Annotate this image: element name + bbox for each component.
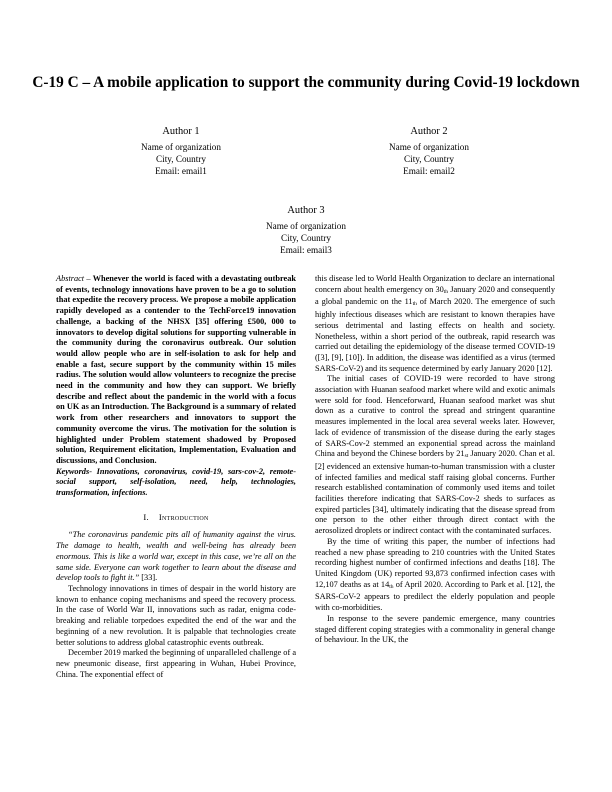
right-column: [315, 274, 555, 646]
text-run: of March 2020. The emergence of such highly infectious diseases which are resistant to known therapies have serious detrimental and lasting effects on health and society. Nonetheless, within a short period of the outbreak, rapid research was carried out detailing the epidemiology of the disease termed COVID-19 ([3], [9], [10]). In addition, the disease was identified as a virus (termed SARS-CoV-2) and its sequence determined by early January 2020 [12].: [315, 297, 555, 373]
author-location: City, Country: [156, 154, 206, 164]
author-location: City, Country: [404, 154, 454, 164]
author-block-3: [196, 205, 416, 256]
right-paragraph-1: [315, 274, 555, 374]
text-run: The initial cases of COVID-19 were recorded to have strong association with Huanan seafood market where wild and exotic animals were sold for food. Henceforward, Huanan seafood market was shut down as a curative to control the spread and stringent quarantine measures implemented in the local area several weeks later. However, lack of evidence of transmission of the disease during the early stages of SARS-Cov-2 stemmed an exponential spread across the mainland China and beyond the Chinese borders by 21: [315, 374, 555, 459]
section-number: I.: [143, 511, 150, 522]
abstract-text: Whenever the world is faced with a devastating outbreak of events, technology innovations have proven to be a go to solution that expedite the recovery process. We propose a mobile application rapidly developed as a contender to the TechForce19 innovation challenge, a backing of the NHSX [35] offering £500, 000 to innovators to develop digital solutions for supporting vulnerable in the community during the coronavirus outbreak. Our solution would allow people who are in self-isolation to ask for help and enable a fast, secure support by the community within 15 miles radius. The solution would allow volunteers to recognize the precise need in the community and how they can support. We briefly describe and reflect about the pandemic in the world with a focus on UK as an Introduction. The Background is a summary of related work from other researchers and innovators to support the community overcome the virus. The motivation for the solution is highlighted under Problem statement shadowed by Proposed solution, Requirement elicitation, Implementation, Evaluation and discussions, and Conclusion.: [56, 274, 296, 465]
author-location: City, Country: [281, 233, 331, 243]
section-title: Introduction: [158, 511, 209, 522]
author-email: Email: email2: [403, 166, 455, 176]
author-email: Email: email3: [280, 245, 332, 255]
intro-quote: “The coronavirus pandemic pits all of humanity against the virus. The damage to health, wealth and well-being has already been enormous. This is like a world war, except in this case, we’re all on the same side. Everyone can work together to learn about the disease and develop tools to fight it.”: [56, 530, 296, 583]
text-run: of April 2020. According to Park et al. [12], the SARS-CoV-2 appears to predilect the elderly population and people with co-morbidities.: [315, 579, 555, 613]
ordinal-suffix: th: [412, 301, 417, 308]
author-block-1: [71, 126, 291, 177]
author-block-2: [319, 126, 539, 177]
right-paragraph-2: [315, 374, 555, 537]
intro-paragraph-2: December 2019 marked the beginning of unparalleled challenge of a new pneumonic disease, first appearing in Wuhan, Hubei Province, China. The exponential effect of: [56, 648, 296, 679]
author-name: Author 1: [162, 126, 200, 137]
paper-title: C-19 C – A mobile application to support the community during Covid-19 lockdown: [32, 74, 580, 91]
text-run: this disease led to World Health Organization to declare an international concern about health emergency on 30: [315, 274, 555, 294]
text-run: January 2020. Chan et al. [2] evidenced an extensive human-to-human transmission with a cluster of infected families and medical staff raising global concerns. Further research established contamination of commonly used items and toilet facilities therefore indicating that SARS-Cov-2 sheds to surfaces as expired particles [34], ultimately indicating that the disease spread from one person to the other either through direct contact with the aerosolized droplets or indirect contact with the contaminated surfaces.: [315, 449, 555, 536]
author-email: Email: email1: [155, 166, 207, 176]
text-run: By the time of writing this paper, the number of infections had reached a new phase spreading to 210 countries with the United States recording highest number of confirmed infections and deaths: [315, 536, 555, 568]
left-column: [56, 274, 296, 680]
author-organization: Name of organization: [389, 142, 469, 152]
author-organization: Name of organization: [266, 221, 346, 231]
ordinal-suffix: th: [389, 583, 394, 590]
ordinal-suffix: th: [443, 288, 449, 295]
text-run: [18]. The United Kingdom (UK) reported 93,873 confirmed infection cases with 12,107 deaths as at 14: [315, 558, 555, 589]
text-run: January 2020 and consequently a global pandemic on the 11: [315, 284, 555, 307]
keywords: Keywords- Innovations, coronavirus, covid-19, sars-cov-2, remote-social support, self-isolation, need, help, technologies, transformation, infections.: [56, 466, 296, 498]
ordinal-suffix: st: [464, 453, 469, 460]
abstract: [56, 274, 296, 467]
author-name: Author 3: [287, 205, 325, 216]
abstract-label: Abstract –: [56, 274, 91, 283]
author-name: Author 2: [410, 126, 448, 137]
right-paragraph-3: [315, 537, 555, 614]
right-paragraph-4: In response to the severe pandemic emergence, many countries staged different coping strategies with a commonality in general change of behaviour. In the UK, the: [315, 613, 555, 645]
intro-paragraph-1: Technology innovations in times of despair in the world history are known to enhance coping mechanisms and speed the recovery process. In the case of World War II, innovations such as radar, enigma code-breaking and reliable torpedoes expedited the end of the war and the beginning of a new revolution. It is palpable that technologies create better solutions to address global catastrophic events outbreak.: [56, 583, 296, 647]
intro-quote-reference: [33].: [139, 573, 158, 583]
author-organization: Name of organization: [141, 142, 221, 152]
section-heading-introduction: [56, 512, 296, 523]
intro-quote-paragraph: [56, 530, 296, 584]
